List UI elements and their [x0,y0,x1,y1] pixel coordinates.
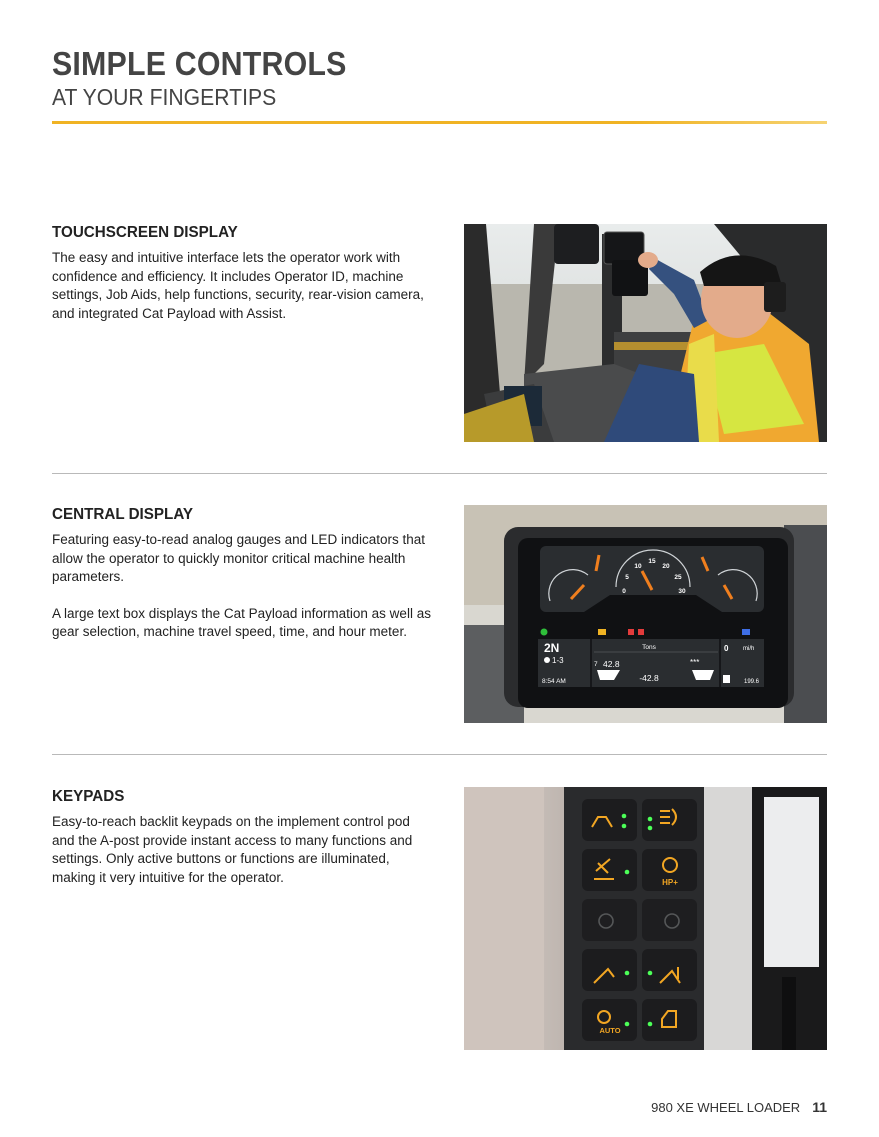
gauge-tick: 5 [625,574,629,581]
speed-unit: mi/h [743,646,755,652]
section-heading: TOUCHSCREEN DISPLAY [52,224,238,241]
gauge-tick: 20 [662,563,670,570]
section-body: Featuring easy-to-read analog gauges and LED indicators that allow the operator to quickly monitor critical machine health parameters. [52,532,425,585]
central-display-photo [464,505,827,723]
indicator-led-icon [598,629,606,635]
gear-readout: 2N [544,641,560,655]
hour-meter: 199.6 [744,679,760,685]
page-number: 11 [812,1099,827,1115]
clock-time: 8:54 AM [542,678,566,685]
title-underline [52,121,827,124]
section-body: The easy and intuitive interface lets the operator work with confidence and efficiency. It includes Operator ID, machine settings, Job Aids, help functions, security, rear-vision camera, and integrated Cat Payload with Assist. [52,250,424,321]
section-body: Easy-to-reach backlit keypads on the implement control pod and the A-post provide instant access to many functions and settings. Only active buttons or functions are illuminated, making it very intuitive for the operator. [52,814,413,885]
hour-meter-icon [723,675,730,683]
gauge-tick: 25 [674,574,682,581]
payload-value: 42.8 [603,659,620,669]
payload-target: -42.8 [639,673,659,683]
section-divider [52,754,827,755]
indicator-led-icon [541,629,548,636]
section-keypads [52,787,432,887]
bucket-count: 7 [594,661,598,668]
gear-range: 1-3 [552,656,564,665]
gauge-tick: 30 [678,588,686,595]
page-footer [651,1099,827,1115]
section-heading: CENTRAL DISPLAY [52,506,194,523]
indicator-led-icon [638,629,644,635]
indicator-led-icon [628,629,634,635]
auto-label: AUTO [599,1026,621,1035]
page-subtitle: AT YOUR FINGERTIPS [52,84,277,110]
footer-product-name: 980 XE WHEEL LOADER [651,1100,801,1115]
indicator-led-icon [742,629,750,635]
section-heading: KEYPADS [52,788,125,805]
gauge-tick: 15 [648,558,656,565]
travel-speed: 0 [724,644,729,653]
gauge-tick: 10 [634,563,642,570]
section-divider [52,473,827,474]
payload-unit: Tons [642,644,656,651]
payload-stars: *** [690,658,700,667]
page-title: SIMPLE CONTROLS [52,45,347,82]
hp-plus-label: HP+ [662,878,678,887]
gauge-tick: 0 [622,588,626,595]
section-touchscreen-display [52,223,432,323]
section-body: A large text box displays the Cat Payload information as well as gear selection, machine travel speed, time, and hour meter. [52,605,431,640]
touchscreen-photo [464,224,827,442]
keypad-photo [464,787,827,1050]
section-central-display [52,505,432,642]
